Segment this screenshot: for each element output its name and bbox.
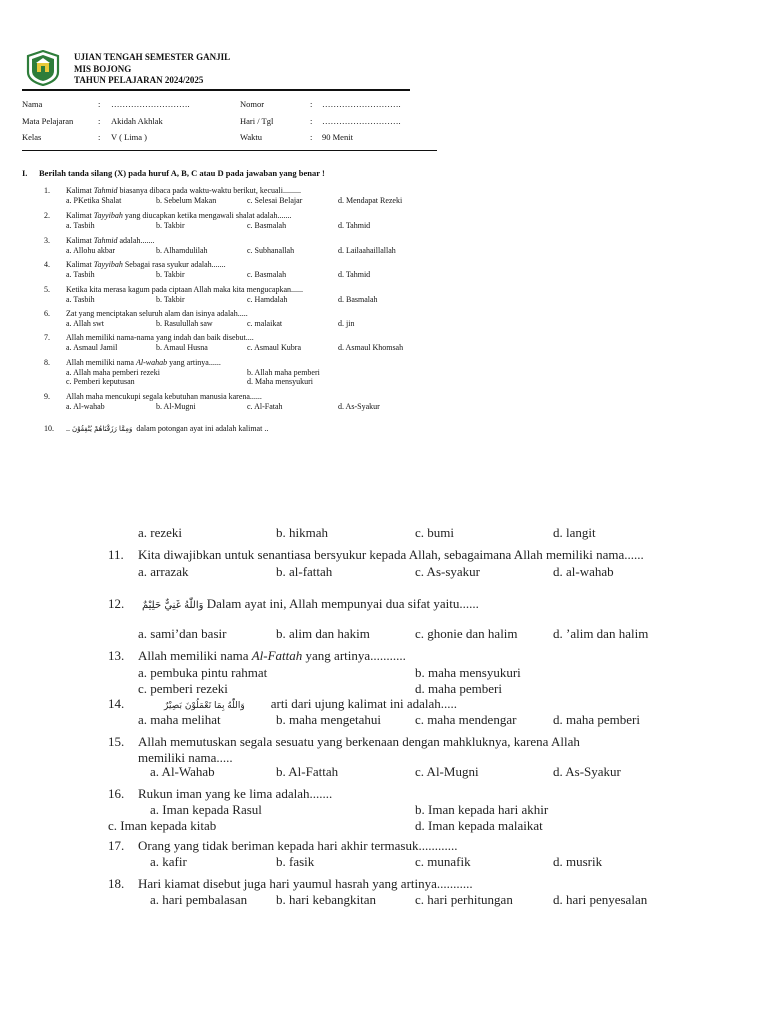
option-a[interactable]: a. arrazak	[138, 564, 189, 579]
option-a[interactable]: a. Tasbih	[66, 221, 95, 230]
question-text: Kalimat Tahmid biasanya dibaca pada waktu-waktu berikut, kecuali.........	[66, 186, 301, 195]
option-d[interactable]: d. Tahmid	[338, 270, 371, 279]
option-b[interactable]: b. Takbir	[156, 221, 185, 230]
option-d[interactable]: d. Mendapat Rezeki	[338, 196, 403, 205]
option-b[interactable]: b. Iman kepada hari akhir	[415, 802, 549, 817]
question-text: Orang yang tidak beriman kepada hari akhir termasuk............	[138, 838, 458, 853]
option-d[interactable]: d. ’alim dan halim	[553, 626, 649, 641]
option-c[interactable]: c. maha mendengar	[415, 712, 517, 727]
option-d[interactable]: d. maha pemberi	[415, 681, 502, 696]
option-b[interactable]: b. Sebelum Makan	[156, 196, 217, 205]
question-text: Rukun iman yang ke lima adalah.......	[138, 786, 333, 801]
option-d[interactable]: d. hari penyesalan	[553, 892, 648, 907]
section-number: I.	[22, 168, 28, 178]
option-c[interactable]: c. Hamdalah	[247, 295, 288, 304]
option-c[interactable]: c. Al-Mugni	[415, 764, 479, 779]
school-logo	[26, 50, 60, 86]
info-divider	[22, 150, 437, 151]
colon: :	[310, 132, 313, 142]
option-a[interactable]: a. sami’dan basir	[138, 626, 227, 641]
instruction-text: Berilah tanda silang (X) pada huruf A, B, C atau D pada jawaban yang benar !	[39, 168, 325, 178]
option-b[interactable]: b. al-fattah	[276, 564, 333, 579]
question-text: Allah memutuskan segala sesuatu yang berkenaan dengan mahkluknya, karena Allah	[138, 734, 580, 749]
nomor-label: Nomor	[240, 99, 265, 109]
option-b[interactable]: b. maha mensyukuri	[415, 665, 521, 680]
option-d[interactable]: d. Maha mensyukuri	[247, 377, 313, 386]
question-text: Allah maha mencukupi segala kebutuhan manusia karena......	[66, 392, 262, 401]
option-a[interactable]: a. Allohu akbar	[66, 246, 116, 255]
question-text: وَاللّٰهُ بِمَا تَعْمَلُوْنَ بَصِيْرٌ arti dari ujung kalimat ini adalah.....	[164, 696, 457, 711]
option-d[interactable]: d. Tahmid	[338, 221, 371, 230]
colon: :	[310, 99, 313, 109]
option-c[interactable]: c. malaikat	[247, 319, 283, 328]
arabic-verse: وَاللّٰهُ بِمَا تَعْمَلُوْنَ بَصِيْرٌ	[164, 701, 245, 711]
option-d[interactable]: d. musrik	[553, 854, 603, 869]
question-text: وَاللّٰهُ غَنِيٌّ حَلِيْمٌ Dalam ayat ini, Allah mempunyai dua sifat yaitu......	[142, 596, 479, 611]
question-text: Ketika kita merasa kagum pada ciptaan Allah maka kita mengucapkan......	[66, 285, 304, 294]
option-a[interactable]: a. kafir	[150, 854, 187, 869]
exam-title: UJIAN TENGAH SEMESTER GANJIL	[74, 52, 231, 62]
colon: :	[310, 116, 313, 126]
option-d[interactable]: d. As-Syakur	[553, 764, 621, 779]
option-d[interactable]: d. maha pemberi	[553, 712, 640, 727]
option-c[interactable]: c. Subhanallah	[247, 246, 295, 255]
question-number: 3.	[44, 236, 50, 245]
kelas-value: V ( Lima )	[111, 132, 147, 142]
question-number: 15.	[108, 734, 125, 749]
option-b[interactable]: b. alim dan hakim	[276, 626, 370, 641]
section-instruction	[22, 168, 325, 178]
question-text: Allah memiliki nama Al-Fattah yang artinya...........	[138, 648, 406, 663]
option-c[interactable]: c. Al-Fatah	[247, 402, 283, 411]
kelas-label: Kelas	[22, 132, 42, 142]
option-a[interactable]: a. Iman kepada Rasul	[150, 802, 262, 817]
question-number: 2.	[44, 211, 50, 220]
question-number: 12.	[108, 596, 125, 611]
option-b[interactable]: b. hari kebangkitan	[276, 892, 376, 907]
question-text: Allah memiliki nama-nama yang indah dan baik disebut....	[66, 333, 254, 342]
question-number: 5.	[44, 285, 50, 294]
option-a[interactable]: a. Al-Wahab	[150, 764, 215, 779]
question-number: 17.	[108, 838, 125, 853]
question-text: Kalimat Tahmid adalah.......	[66, 236, 155, 245]
option-b[interactable]: b. Takbir	[156, 270, 185, 279]
waktu-label: Waktu	[240, 132, 262, 142]
colon: :	[98, 116, 101, 126]
option-b[interactable]: b. Al-Mugni	[156, 402, 196, 411]
option-d[interactable]: d. jin	[338, 319, 355, 328]
option-d[interactable]: d. al-wahab	[553, 564, 614, 579]
option-a[interactable]: a. maha melihat	[138, 712, 221, 727]
option-a[interactable]: a. PKetika Shalat	[66, 196, 122, 205]
colon: :	[98, 132, 101, 142]
option-b[interactable]: b. Al-Fattah	[276, 764, 339, 779]
school-header	[74, 52, 230, 87]
option-a[interactable]: a. hari pembalasan	[150, 892, 248, 907]
arabic-verse: وَاللّٰهُ غَنِيٌّ حَلِيْمٌ	[142, 600, 204, 611]
question-number: 4.	[44, 260, 50, 269]
question-text: Kita diwajibkan untuk senantiasa bersyukur kepada Allah, sebagaimana Allah memiliki nama......	[138, 547, 644, 562]
question-number: 13.	[108, 648, 125, 663]
option-a[interactable]: a. Al-wahab	[66, 402, 105, 411]
option-c[interactable]: c. Basmalah	[247, 270, 287, 279]
question-number: 8.	[44, 358, 50, 367]
option-a[interactable]: a. Asmaul Jamil	[66, 343, 118, 352]
question-text-continued: memiliki nama.....	[138, 750, 233, 765]
question-text: Zat yang menciptakan seluruh alam dan isinya adalah.....	[66, 309, 248, 318]
option-b[interactable]: b. Allah maha pemberi	[247, 368, 320, 377]
arabic-verse: وَمِمَّا رَزَقْنَاهُمْ يُنْفِقُوْنَ	[72, 425, 133, 433]
question-number: 11.	[108, 547, 124, 562]
question-text: Hari kiamat disebut juga hari yaumul hasrah yang artinya...........	[138, 876, 473, 891]
option-a[interactable]: a. Tasbih	[66, 270, 95, 279]
question-number: 16.	[108, 786, 125, 801]
option-d[interactable]: d. Basmalah	[338, 295, 378, 304]
option-c[interactable]: c. Selesai Belajar	[247, 196, 303, 205]
question-number: 6.	[44, 309, 50, 318]
option-b[interactable]: b. fasik	[276, 854, 315, 869]
mapel-label: Mata Pelajaran	[22, 116, 74, 126]
question-text: Kalimat Tayyibah Sebagai rasa syukur adalah.......	[66, 260, 226, 269]
question-number: 10.	[44, 424, 54, 433]
question-text: .. وَمِمَّا رَزَقْنَاهُمْ يُنْفِقُوْنَ dalam potongan ayat ini adalah kalimat ..	[66, 424, 269, 433]
option-b[interactable]: b. Amaul Husna	[156, 343, 208, 352]
waktu-value: 90 Menit	[322, 132, 353, 142]
question-number: 9.	[44, 392, 50, 401]
option-d[interactable]: d. Iman kepada malaikat	[415, 818, 543, 833]
option-c[interactable]: c. Basmalah	[247, 221, 287, 230]
option-a[interactable]: a. rezeki	[138, 525, 183, 540]
option-b[interactable]: b. hikmah	[276, 525, 328, 540]
option-b[interactable]: b. Rasulullah saw	[156, 319, 213, 328]
option-b[interactable]: b. maha mengetahui	[276, 712, 382, 727]
question-number: 18.	[108, 876, 125, 891]
option-b[interactable]: b. Takbir	[156, 295, 185, 304]
nama-field[interactable]: ……………………….	[111, 99, 190, 109]
academic-year: TAHUN PELAJARAN 2024/2025	[74, 75, 204, 85]
option-c[interactable]: c. bumi	[415, 525, 454, 540]
option-d[interactable]: d. As-Syakur	[338, 402, 380, 411]
option-c[interactable]: c. Pemberi keputusan	[66, 377, 135, 386]
option-c[interactable]: c. As-syakur	[415, 564, 480, 579]
option-a[interactable]: a. Allah swt	[66, 319, 104, 328]
mapel-value: Akidah Akhlak	[111, 116, 163, 126]
option-d[interactable]: d. langit	[553, 525, 596, 540]
option-c[interactable]: c. pemberi rezeki	[138, 681, 228, 696]
option-b[interactable]: b. Alhamdulilah	[156, 246, 208, 255]
option-c[interactable]: c. munafik	[415, 854, 471, 869]
header-divider	[22, 89, 410, 91]
option-d[interactable]: d. Lailaahaillallah	[338, 246, 396, 255]
nomor-field[interactable]: ……………………….	[322, 99, 401, 109]
option-c[interactable]: c. ghonie dan halim	[415, 626, 518, 641]
option-a[interactable]: a. Tasbih	[66, 295, 95, 304]
option-a[interactable]: a. Allah maha pemberi rezeki	[66, 368, 160, 377]
option-c[interactable]: c. Asmaul Kubra	[247, 343, 301, 352]
question-number: 1.	[44, 186, 50, 195]
question-text: Kalimat Tayyibah yang diucapkan ketika mengawali shalat adalah.......	[66, 211, 292, 220]
nama-label: Nama	[22, 99, 43, 109]
hari-field[interactable]: ……………………….	[322, 116, 401, 126]
hari-label: Hari / Tgl	[240, 116, 274, 126]
question-number: 7.	[44, 333, 50, 342]
school-name: MIS BOJONG	[74, 63, 132, 74]
question-number: 14.	[108, 696, 125, 711]
option-d[interactable]: d. Asmaul Khomsah	[338, 343, 404, 352]
option-c[interactable]: c. hari perhitungan	[415, 892, 513, 907]
option-a[interactable]: a. pembuka pintu rahmat	[138, 665, 268, 680]
question-text: Allah memiliki nama Al-wahab yang artinya......	[66, 358, 221, 367]
colon: :	[98, 99, 101, 109]
option-c[interactable]: c. Iman kepada kitab	[108, 818, 217, 833]
